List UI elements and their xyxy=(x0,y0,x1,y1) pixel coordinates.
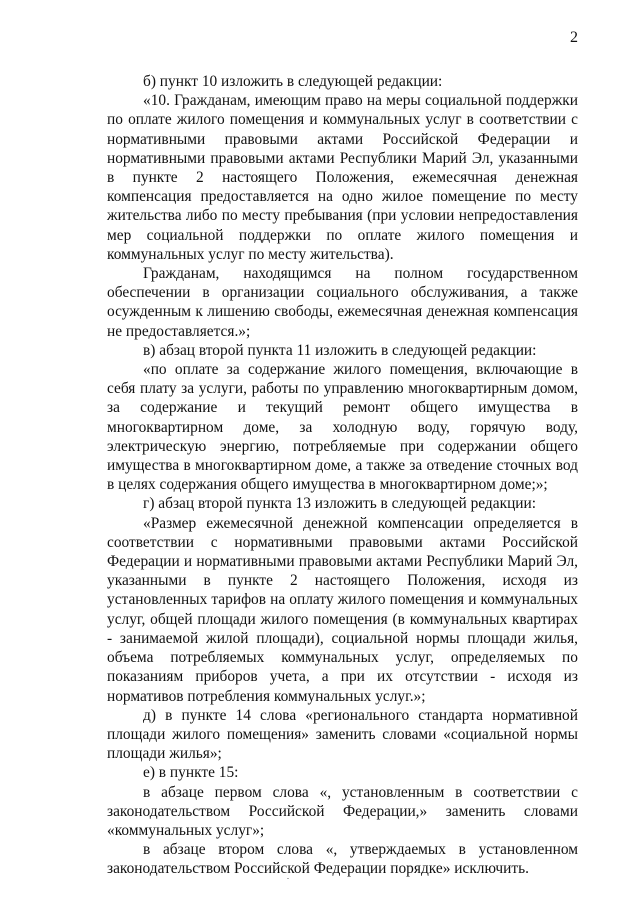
page-number: 2 xyxy=(570,29,578,46)
paragraph: б) пункт 10 изложить в следующей редакции: xyxy=(143,73,443,90)
paragraph: г) абзац второй пункта 13 изложить в следующей редакции: xyxy=(143,495,537,513)
paragraph: в абзаце первом слова «, установленным в соответствии с законодательством Российской Федерации,» заменить словами «коммунальных услуг»; xyxy=(107,783,578,839)
paragraph: е) в пункте 15: xyxy=(143,764,239,782)
paragraph: «Размер ежемесячной денежной компенсации определяется в соответствии с нормативными правовыми актами Российской Федерации и нормативными правовыми актами Республики Марий Эл, указанными в пункте 2 настоящего Положения, исходя из установленных тарифов на оплату жилого помещения и коммунальных услуг, общей площади жилого помещения (в коммунальных квартирах - занимаемой жилой площади), социальной нормы площади жилья, объема потребляемых коммунальных услуг, определяемых по показаниям приборов учета, а при их отсутствии - исходя из нормативов потребления коммунальных услуг.»; xyxy=(107,514,578,705)
paragraph: «по оплате за содержание жилого помещения, включающие в себя плату за услуги, работы по управлению многоквартирным домом, за содержание и текущий ремонт общего имущества в многоквартирном доме, за холодную воду, горячую воду, электрическую энергию, потребляемые при содержании общего имущества в многоквартирном доме, а также за отведение сточных вод в целях содержания общего имущества в многоквартирном доме;»; xyxy=(107,361,578,494)
paragraph: Гражданам, находящимся на полном государственном обеспечении в организации социального обслуживания, а также осужденным к лишению свободы, ежемесячная денежная компенсация не предоставляется.»; xyxy=(107,265,578,340)
paragraph: «10. Гражданам, имеющим право на меры социальной поддержки по оплате жилого помещения и коммунальных услуг в соответствии с нормативными правовыми актами Российской Федерации и нормативными правовыми актами Республики Марий Эл, указанными в пункте 2 настоящего Положения, ежемесячная денежная компенсация предоставляется на одно жилое помещение по месту жительства либо по месту пребывания (при условии непредоставления мер социальной поддержки по оплате жилого помещения и коммунальных услуг по месту жительства). xyxy=(107,92,578,263)
paragraph: д) в пункте 14 слова «регионального стандарта нормативной площади жилого помещения» заменить словами «социальной нормы площади жилья»; xyxy=(107,706,578,763)
paragraph: в абзаце втором слова «, утверждаемых в установленном законодательством Российской Федерации порядке» исключить. xyxy=(107,841,578,878)
scan-dot xyxy=(287,878,289,879)
paragraph: в) абзац второй пункта 11 изложить в следующей редакции: xyxy=(143,341,537,359)
document-body xyxy=(107,72,578,879)
